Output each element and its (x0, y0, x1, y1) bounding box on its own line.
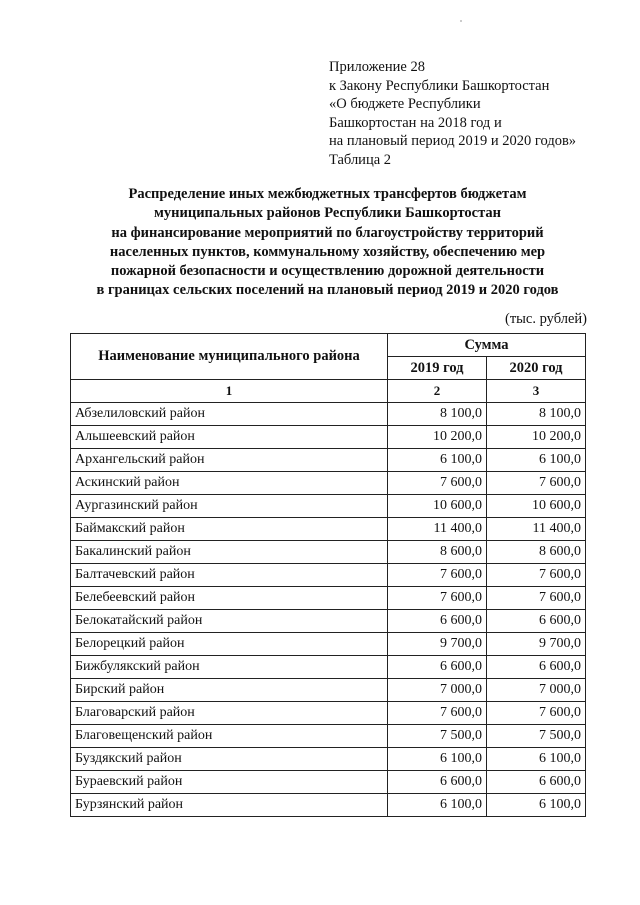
column-number: 3 (487, 380, 586, 403)
table-row (71, 449, 586, 472)
amount-2019-cell: 6 100,0 (388, 449, 487, 472)
amount-2019-cell: 7 600,0 (388, 564, 487, 587)
district-name-cell: Белокатайский район (71, 610, 388, 633)
amount-2019-cell: 8 600,0 (388, 541, 487, 564)
district-name-cell: Бакалинский район (71, 541, 388, 564)
table-row (71, 518, 586, 541)
amount-2020-cell: 7 600,0 (487, 472, 586, 495)
header-year-2019: 2019 год (388, 357, 487, 380)
district-name-cell: Благоварский район (71, 702, 388, 725)
transfers-table (70, 333, 586, 817)
table-row (71, 633, 586, 656)
scan-speck (460, 20, 462, 22)
district-name-cell: Благовещенский район (71, 725, 388, 748)
district-name-cell: Буздякский район (71, 748, 388, 771)
amount-2019-cell: 7 000,0 (388, 679, 487, 702)
amount-2019-cell: 6 100,0 (388, 794, 487, 817)
appendix-line: на плановый период 2019 и 2020 годов» (329, 133, 577, 150)
table-row (71, 771, 586, 794)
header-district-name: Наименование муниципального района (71, 334, 388, 380)
district-name-cell: Аургазинский район (71, 495, 388, 518)
district-name-cell: Абзелиловский район (71, 403, 388, 426)
amount-2019-cell: 6 600,0 (388, 656, 487, 679)
amount-2019-cell: 6 600,0 (388, 771, 487, 794)
appendix-line: Приложение 28 (329, 59, 425, 75)
amount-2020-cell: 10 600,0 (487, 495, 586, 518)
document-title (60, 185, 595, 301)
table-row (71, 610, 586, 633)
district-name-cell: Бураевский район (71, 771, 388, 794)
amount-2020-cell: 7 000,0 (487, 679, 586, 702)
amount-2020-cell: 6 600,0 (487, 656, 586, 679)
district-name-cell: Аскинский район (71, 472, 388, 495)
table-row (71, 541, 586, 564)
amount-2020-cell: 7 600,0 (487, 564, 586, 587)
district-name-cell: Бурзянский район (71, 794, 388, 817)
header-sum: Сумма (388, 334, 586, 357)
amount-2019-cell: 6 100,0 (388, 748, 487, 771)
title-line: в границах сельских поселений на плановый период 2019 и 2020 годов (96, 282, 559, 299)
amount-2020-cell: 7 600,0 (487, 587, 586, 610)
district-name-cell: Балтачевский район (71, 564, 388, 587)
table-label: Таблица 2 (329, 151, 392, 168)
amount-2020-cell: 8 600,0 (487, 541, 586, 564)
district-name-cell: Бижбулякский район (71, 656, 388, 679)
appendix-line: к Закону Республики Башкортостан (329, 77, 550, 94)
appendix-line: «О бюджете Республики (329, 96, 481, 113)
appendix-reference (329, 58, 576, 170)
amount-2019-cell: 11 400,0 (388, 518, 487, 541)
title-line: Распределение иных межбюджетных трансфертов бюджетам (128, 186, 527, 202)
amount-2020-cell: 6 600,0 (487, 771, 586, 794)
column-number: 2 (388, 380, 487, 403)
table-row (71, 426, 586, 449)
table-body (71, 403, 586, 817)
table-row (71, 794, 586, 817)
amount-2019-cell: 10 200,0 (388, 426, 487, 449)
amount-2019-cell: 7 500,0 (388, 725, 487, 748)
units-note: (тыс. рублей) (505, 311, 587, 327)
table-row (71, 748, 586, 771)
amount-2020-cell: 6 600,0 (487, 610, 586, 633)
amount-2020-cell: 7 600,0 (487, 702, 586, 725)
amount-2019-cell: 7 600,0 (388, 587, 487, 610)
table-row (71, 725, 586, 748)
title-line: пожарной безопасности и осуществлению дорожной деятельности (110, 263, 545, 280)
district-name-cell: Бирский район (71, 679, 388, 702)
header-year-2020: 2020 год (487, 357, 586, 380)
amount-2020-cell: 6 100,0 (487, 449, 586, 472)
amount-2020-cell: 9 700,0 (487, 633, 586, 656)
title-line: на финансирование мероприятий по благоустройству территорий (111, 224, 544, 241)
district-name-cell: Белебеевский район (71, 587, 388, 610)
amount-2019-cell: 7 600,0 (388, 472, 487, 495)
amount-2020-cell: 8 100,0 (487, 403, 586, 426)
table-row (71, 472, 586, 495)
table-row (71, 403, 586, 426)
amount-2019-cell: 10 600,0 (388, 495, 487, 518)
amount-2020-cell: 11 400,0 (487, 518, 586, 541)
district-name-cell: Архангельский район (71, 449, 388, 472)
table-row (71, 587, 586, 610)
table-row (71, 679, 586, 702)
district-name-cell: Баймакский район (71, 518, 388, 541)
title-line: населенных пунктов, коммунальному хозяйству, обеспечению мер (109, 243, 546, 260)
table-row (71, 702, 586, 725)
amount-2020-cell: 10 200,0 (487, 426, 586, 449)
amount-2019-cell: 6 600,0 (388, 610, 487, 633)
district-name-cell: Альшеевский район (71, 426, 388, 449)
amount-2020-cell: 7 500,0 (487, 725, 586, 748)
amount-2019-cell: 8 100,0 (388, 403, 487, 426)
table-row (71, 495, 586, 518)
title-line: муниципальных районов Республики Башкортостан (154, 205, 501, 222)
column-number: 1 (71, 380, 388, 403)
amount-2019-cell: 9 700,0 (388, 633, 487, 656)
table-row (71, 656, 586, 679)
district-name-cell: Белорецкий район (71, 633, 388, 656)
amount-2020-cell: 6 100,0 (487, 748, 586, 771)
amount-2019-cell: 7 600,0 (388, 702, 487, 725)
appendix-line: Башкортостан на 2018 год и (329, 114, 502, 131)
table-row (71, 564, 586, 587)
amount-2020-cell: 6 100,0 (487, 794, 586, 817)
